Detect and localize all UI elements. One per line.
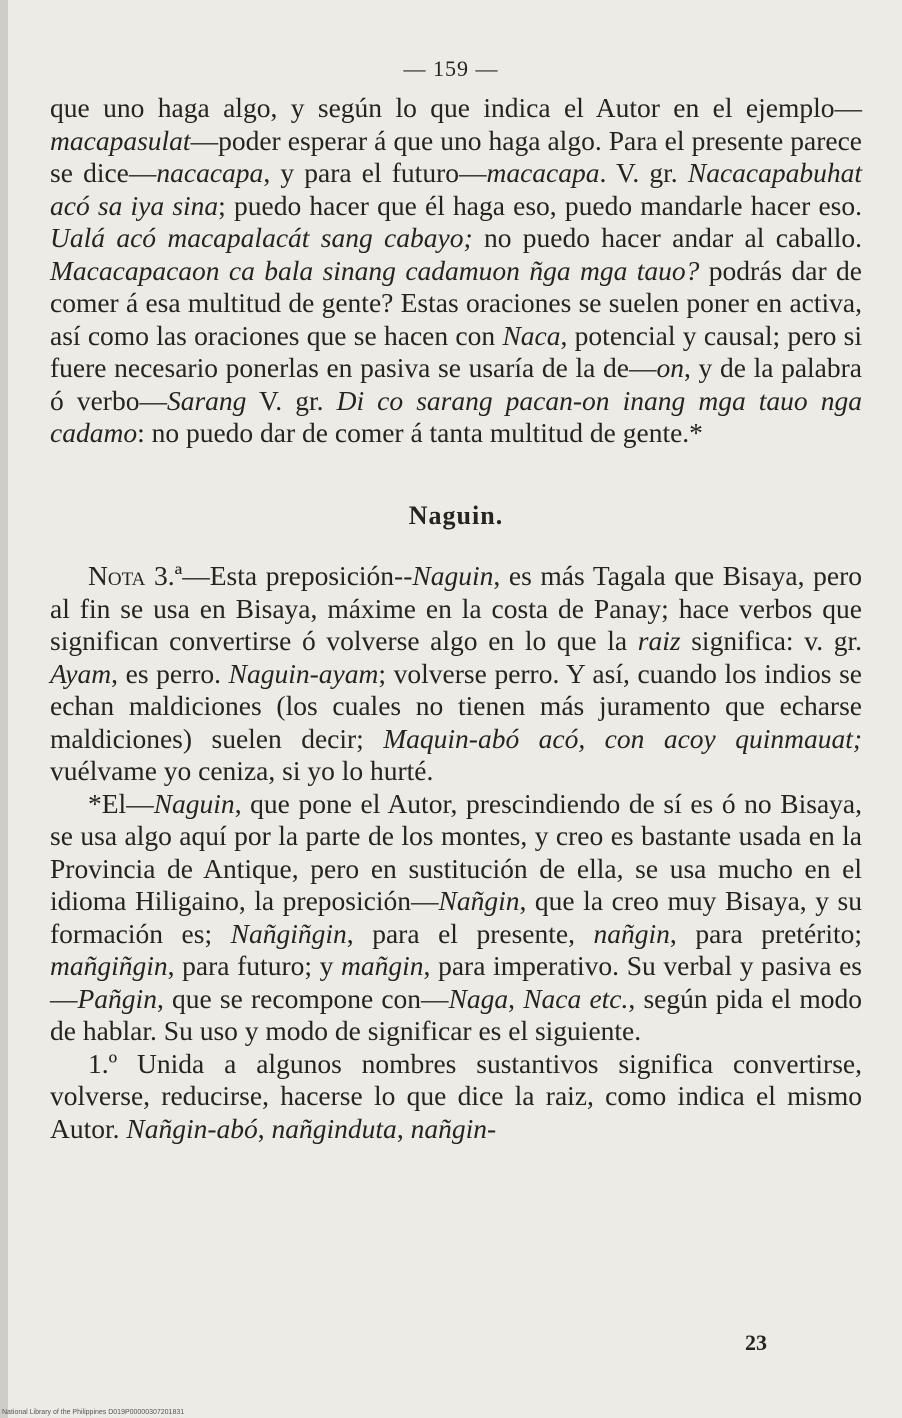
italic-term: nañgin- bbox=[410, 1112, 497, 1144]
library-footer: National Library of the Philippines D019P00000307201831 bbox=[2, 1409, 185, 1416]
paragraph-1 bbox=[50, 92, 862, 450]
text-run: *El— bbox=[88, 787, 154, 819]
text-run: , para pretérito; bbox=[669, 917, 862, 949]
italic-term: Naguin bbox=[412, 560, 494, 591]
text-run: : no puedo dar de comer á tanta multitud de gente.* bbox=[137, 417, 703, 448]
text-run: , para futuro; y bbox=[167, 950, 342, 981]
text-run: 1.º Unida a algunos nombres sustantivos significa convertirse, volverse, reducirse, hacerse lo que dice la raiz, como indica el mismo Autor. bbox=[50, 1047, 862, 1144]
italic-term: nacacapa bbox=[156, 157, 264, 188]
text-run: , para imperativo. Su verbal y pasiva es— bbox=[50, 950, 862, 1014]
text-run: vuélvame yo ceniza, si yo lo hurté. bbox=[50, 755, 434, 786]
text-run: , y para el futuro— bbox=[263, 157, 487, 188]
italic-term: Sarang bbox=[166, 384, 247, 416]
section-heading: Naguin. bbox=[408, 500, 504, 530]
text-run: ; puedo hacer que él haga eso, puedo mandarle hacer eso. bbox=[218, 189, 862, 221]
italic-term: Macacapacaon ca bala sinang cadamuon ñga mga tauo? bbox=[50, 254, 700, 286]
text-run: podrás dar de comer á esa multitud de gente? Estas oraciones se suelen poner en activa, así como las oraciones que se hacen con bbox=[50, 254, 862, 351]
text-run: , bbox=[396, 1112, 411, 1144]
italic-term: mañgin bbox=[341, 950, 424, 981]
italic-term: raiz bbox=[637, 625, 681, 656]
italic-term: mañgiñgin bbox=[50, 950, 168, 981]
italic-term: Nacacapabuhat acó sa iya sina bbox=[50, 157, 863, 221]
text-run: no puedo hacer andar al caballo. bbox=[472, 222, 863, 253]
text-run: significa: v. gr. bbox=[680, 625, 862, 656]
italic-term: Naguin-ayam bbox=[228, 657, 379, 689]
text-run: , y de la palabra ó verbo— bbox=[50, 352, 863, 416]
text-run: 3.ª—Esta preposición-- bbox=[145, 560, 413, 591]
text-run: que uno haga algo, y según lo que indica el Autor en el ejemplo— bbox=[50, 92, 862, 123]
italic-term: Di co sarang pacan-on inang mga tauo nga cadamo bbox=[50, 384, 862, 448]
text-run: , potencial y causal; pero si fuere necesario ponerlas en pasiva se usaría de la de— bbox=[50, 319, 862, 383]
italic-term: Ualá acó macapalacát sang cabayo; bbox=[50, 222, 473, 253]
text-run: , bbox=[508, 982, 524, 1014]
small-caps-label: Nota bbox=[88, 560, 146, 591]
italic-term: Naca bbox=[502, 319, 561, 351]
italic-term: Naguin bbox=[153, 787, 235, 819]
italic-term: Ayam bbox=[50, 657, 112, 689]
text-run: , que la creo muy Bisaya, y su formación es; bbox=[50, 885, 862, 949]
italic-term: Nañgiñgin bbox=[230, 917, 347, 949]
text-run: —poder esperar á que uno haga algo. Para el presente parece se dice— bbox=[50, 124, 862, 188]
italic-term: macapasulat bbox=[50, 124, 191, 156]
italic-term: on bbox=[656, 352, 684, 383]
page-gutter bbox=[0, 0, 8, 1418]
body-text bbox=[50, 92, 862, 1145]
italic-term: nañgin bbox=[593, 917, 670, 949]
text-run: , según pida el modo de hablar. Su uso y modo de significar es el siguiente. bbox=[50, 982, 862, 1046]
text-run: , es más Tagala que Bisaya, pero al fin se usa en Bisaya, máxime en la costa de Panay; hace verbos que significan convertirse ó volverse algo en lo que la bbox=[50, 560, 862, 656]
text-run: , es perro. bbox=[111, 657, 229, 689]
italic-term: Naga bbox=[448, 982, 509, 1014]
text-run: . V. gr. bbox=[599, 157, 688, 188]
text-run: V. gr. bbox=[246, 384, 337, 416]
italic-term: Naca etc. bbox=[523, 982, 629, 1014]
text-run: , que pone el Autor, prescindiendo de sí es ó no Bisaya, se usa algo aquí por la parte de los montes, y creo es bastante usada en la Provincia de Antique, pero en sustitución de ella, se usa mucho en el idioma Hiligaino, la preposición— bbox=[50, 787, 862, 916]
text-run: , para el presente, bbox=[346, 917, 594, 949]
paragraph-3 bbox=[50, 788, 862, 1048]
page-number: — 159 — bbox=[403, 56, 499, 81]
text-run: , que se recompone con— bbox=[156, 982, 449, 1014]
italic-term: Nañgin-abó bbox=[126, 1112, 258, 1144]
italic-term: macacapa bbox=[486, 157, 600, 188]
italic-term: nañginduta bbox=[271, 1112, 397, 1144]
italic-term: Pañgin bbox=[77, 982, 157, 1014]
paragraph-2 bbox=[50, 560, 862, 788]
italic-term: Nañgin bbox=[438, 885, 520, 916]
signature-mark: 23 bbox=[745, 1330, 767, 1355]
paragraph-4 bbox=[50, 1048, 862, 1146]
text-run: ; volverse perro. Y así, cuando los indios se echan maldiciones (los cuales no tienen más juramento que echarse maldiciones) suelen decir; bbox=[50, 657, 862, 754]
italic-term: Maquin-abó acó, con acoy quinmauat; bbox=[383, 722, 862, 754]
text-run: , bbox=[257, 1112, 272, 1144]
